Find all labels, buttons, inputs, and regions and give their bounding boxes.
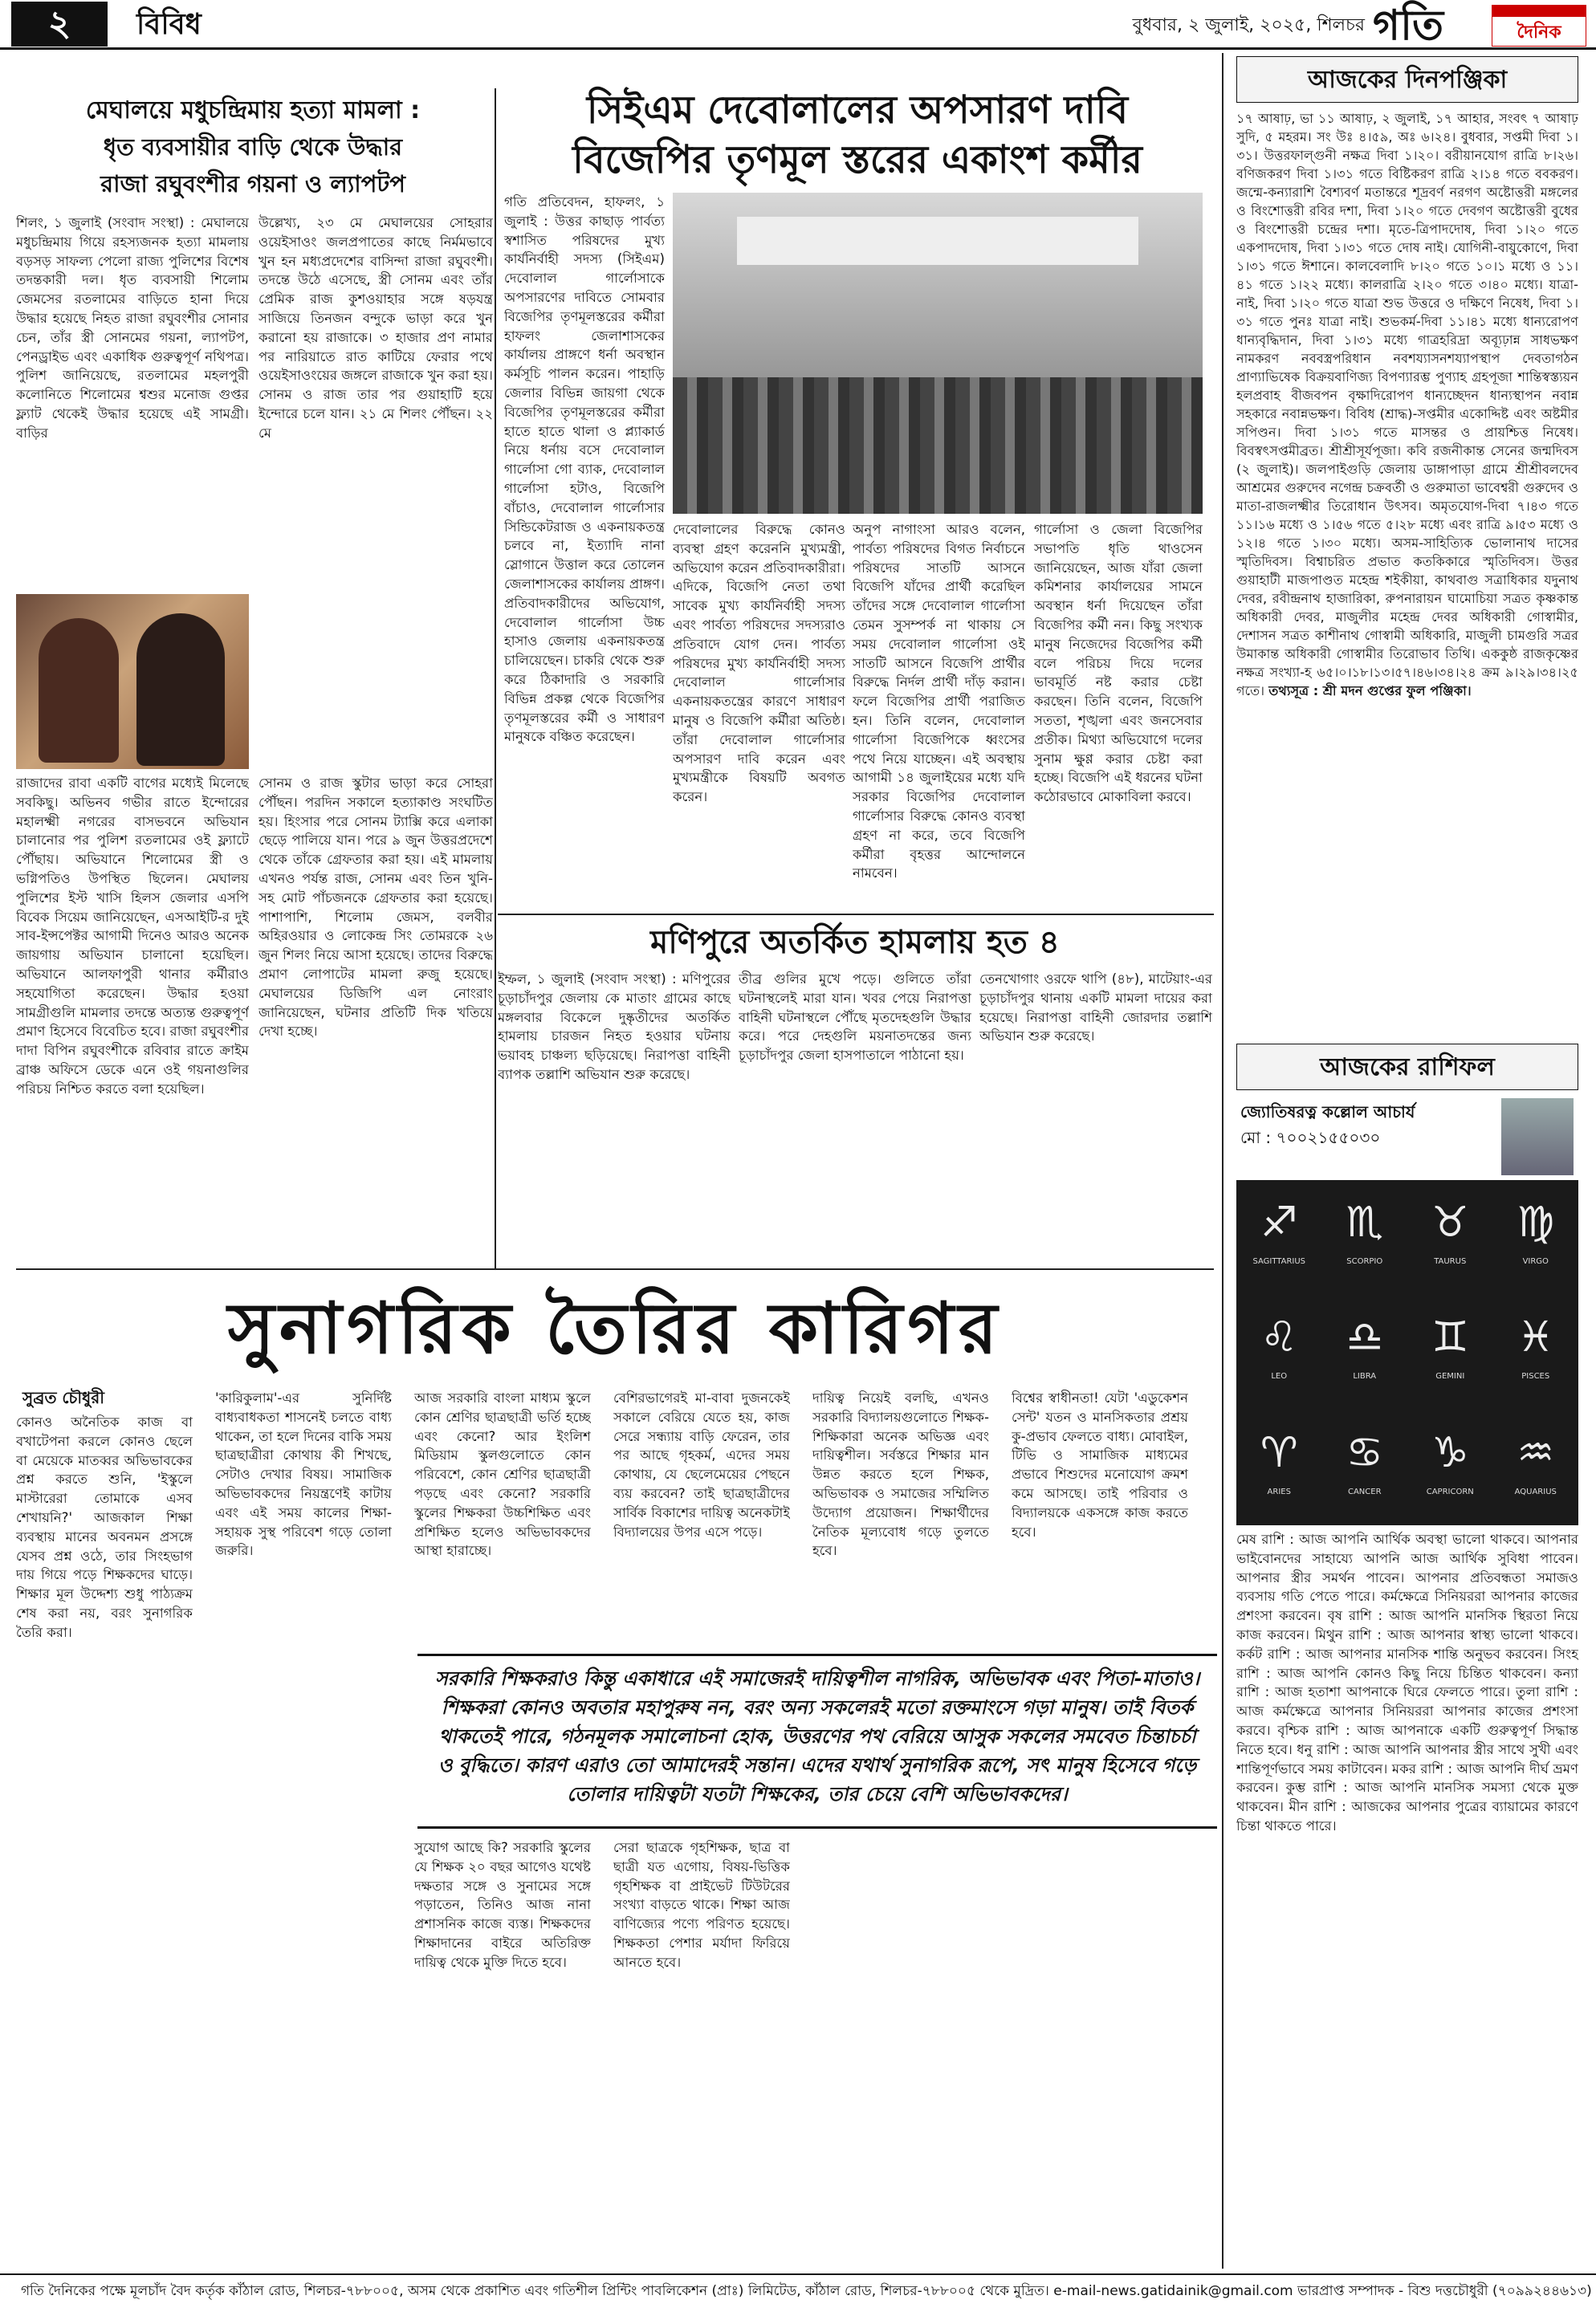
badge-text: দৈনিক: [1517, 22, 1561, 43]
zodiac-pisces-icon: [1500, 1303, 1572, 1399]
astrologer-phone: মো : ৭০০২১৫৫০৩০: [1240, 1128, 1381, 1147]
badge-bar: [1492, 6, 1586, 17]
zodiac-taurus-icon: [1414, 1188, 1486, 1284]
zodiac-label: SCORPIO: [1346, 1257, 1383, 1266]
left-story-column-2: উল্লেখ্য, ২৩ মে মেঘালয়ের সোহরার ওয়েইসাওং জলপ্রপাতের কাছে নির্মমভাবে খুন হন মধ্যপ্রদেশের বাসিন্দা রাজা রঘুবংশী। তদন্তে উঠে এসেছে, স্ত্রী সোনম এবং তাঁর প্রেমিক রাজ কুশওয়াহার সঙ্গে ষড়যন্ত্র সাজিয়ে তিনজন বন্দুকে ভাড়া করে খুন করানো হয় রাজাকে। ৩ হাজার প্রণ নামার পর নারিয়াতে রাত কাটিয়ে ফেরার পথে ওয়েইসাওংয়ের জঙ্গলে রাজাকে খুন করা হয়। সোনম ও রাজ তার পর গুয়াহাটি হয়ে ইন্দোরে চলে যান। ২১ মে শিলং পৌঁছন। ২২ মে: [259, 215, 493, 441]
panjika-title: আজকের দিনপঞ্জিকা: [1236, 56, 1578, 103]
zodiac-glyph: ♍: [1517, 1199, 1555, 1247]
sidebar-rule: [1222, 53, 1223, 2269]
imprint-footer: গতি দৈনিকের পক্ষে মূলচাঁদ বৈদ কর্তৃক কাঁঠাল রোড, শিলচর-৭৮৮০০৫, অসম থেকে প্রকাশিত এবং গতিশীল প্রিন্টিং পাবলিকেশন (প্রাঃ) লিমিটেড, কাঁঠাল রোড, শিলচর-৭৮৮০০৫ থেকে মুদ্রিত। e-mail-news.gatidainik@gmail.com ভারপ্রাপ্ত সম্পাদক - বিশু দত্তচৌধুরী (৭০৯৯২৪৪৬১৩): [0, 2273, 1596, 2309]
zodiac-label: VIRGO: [1522, 1257, 1549, 1266]
zodiac-glyph: ♐: [1260, 1199, 1298, 1247]
rashifal-text: মেষ রাশি : আজ আপনি আর্থিক অবস্থা ভালো থাকবে। আপনার ভাইবোনদের সাহায্যে আপনি আজ আর্থিক সুবিধা পাবেন। আপনার স্ত্রীর সমর্থন পাবেন। আপনার প্রতিবন্ধতা সমাজও ব্যবসায় গতি পেতে পারে। কর্মক্ষেত্রে সিনিয়ররা আপনার কাজের প্রশংসা করবেন। বৃষ রাশি : আজ আপনি মানসিক স্থিরতা নিয়ে কাজ করবেন। মিথুন রাশি : আজ আপনার স্বাস্থ্য ভালো থাকবে। কর্কট রাশি : আজ আপনার মানসিক শান্তি অনুভব করবেন। সিংহ রাশি : আজ আপনি কোনও কিছু নিয়ে চিন্তিত থাকবেন। কন্যা রাশি : আজ হতাশা আপনাকে ঘিরে ফেলতে পারে। তুলা রাশি : আজ কর্মক্ষেত্রে আপনার সিনিয়ররা আপনার কাজের প্রশংসা করবে। বৃশ্চিক রাশি : আজ আপনাকে একটি গুরুত্বপূর্ণ সিদ্ধান্ত নিতে হবে। ধনু রাশি : আজ আপনি আপনার স্ত্রীর সাথে সুখী এবং শান্তিপূর্ণভাবে সময় কাটাবেন। মকর রাশি : আজ আপনি দীর্ঘ ভ্রমণ করবেন। কুম্ভ রাশি : আজ আপনি মানসিক সমস্যা থেকে মুক্ত থাকবেন। মীন রাশি : আজকের আপনার পুত্রের ব্যায়ামের কারণে চিন্তা থাকতে পারে।: [1236, 1532, 1578, 1834]
feature-column-6: বিশ্বের স্বাধীনতা! যেটা 'এডুকেশন সেন্ট' যতন ও মানসিকতার প্রশ্রয় কু-প্রভাব ফেলতে বাধ্য। মোবাইল, টিভি ও সামাজিক মাধ্যমের প্রভাবে শিশুদের মনোযোগ ক্রমশ কমে আসছে। তাই পরিবার ও বিদ্যালয়কে একসঙ্গে কাজ করতে হবে।: [1012, 1390, 1188, 1540]
feature-column-4: বেশিরভাগেরই মা-বাবা দুজনকেই সকালে বেরিয়ে যেতে হয়, কাজ সেরে সন্ধ্যায় বাড়ি ফেরেন, তার পর আছে গৃহকর্ম, এদের সময় কোথায়, যে ছেলেমেয়ের পেছনে ব্যয় করবেন? তাই ছাত্রছাত্রীদের সার্বিক বিকাশের দায়িত্ব অনেকটাই বিদ্যালয়ের উপর এসে পড়ে।: [613, 1390, 790, 1540]
dateline: বুধবার, ২ জুলাই, ২০২৫, শিলচর: [1132, 15, 1365, 35]
left-story-column-3: রাজাদের রাবা একটি বাগের মধ্যেই মিলেছে সবকিছু। অভিনব গভীর রাতে ইন্দোরের মহালক্ষ্মী নগরের বাসভবনে অভিযান চালানোর পর পুলিশ রতলামের ওই ফ্ল্যাটে পৌঁছায়। অভিযানে শিলোমের স্ত্রী ও ভগ্নিপতিও উপস্থিত ছিলেন। মেঘালয় পুলিশের ইস্ট খাসি হিলস জেলার এসপি বিবেক সিয়েম জানিয়েছেন, এসআইটি-র দুই সাব-ইন্সপেক্টর আগামী দিনেও আরও অনেক জায়গায় অভিযান চালানো হয়েছিল। অভিযানে আলফাপুরী থানার কর্মীরাও সহযোগিতা করেছেন। উদ্ধার হওয়া সামগ্রীগুলি মামলার তদন্তে অত্যন্ত গুরুত্বপূর্ণ প্রমাণ হিসেবে বিবেচিত হবে। রাজা রঘুবংশীর দাদা বিপিন রঘুবংশীকে রবিবার রাতে ক্রাইম ব্রাঞ্চ অফিসে ডেকে এনে ওই গয়নাগুলির পরিচয় নিশ্চিত করতে বলা হয়েছিল।: [16, 775, 249, 1097]
zodiac-glyph: ♏: [1346, 1199, 1384, 1247]
mid-story-headline-2: বিজেপির তৃণমূল স্তরের একাংশ কর্মীর: [572, 137, 1142, 182]
zodiac-glyph: ♌: [1260, 1313, 1298, 1362]
left-story-headline-1: মেঘালয়ে মধুচন্দ্রিমায় হত্যা মামলা :: [85, 96, 421, 124]
zodiac-libra-icon: [1329, 1303, 1401, 1399]
zodiac-virgo-icon: [1500, 1188, 1572, 1284]
zodiac-glyph: ♋: [1346, 1428, 1384, 1477]
masthead-logo: গতি: [1373, 1, 1443, 50]
mid-story-headline-1: সিইএম দেবোলালের অপসারণ দাবি: [586, 88, 1129, 132]
rashifal-title: আজকের রাশিফল: [1236, 1044, 1578, 1090]
feature-column-5: দায়িত্ব নিয়েই বলছি, এখনও সরকারি বিদ্যালয়গুলোতে শিক্ষক-শিক্ষিকারা অনেক অভিজ্ঞ এবং দায়িত্বশীল। সর্বস্তরে শিক্ষার মান উন্নত করতে হলে শিক্ষক, অভিভাবক ও সমাজের সম্মিলিত উদ্যোগ প্রয়োজন। শিক্ষার্থীদের নৈতিক মূল্যবোধ গড়ে তুলতে হবে।: [812, 1390, 989, 1559]
photo-figure-bride: [39, 618, 119, 763]
zodiac-sagittarius-icon: [1243, 1188, 1315, 1284]
astrologer-photo: [1501, 1098, 1574, 1175]
mid-story-column-4: গার্লোসা ও জেলা বিজেপির সভাপতি ধৃতি থাওসেন জানিয়েছেন, আজ যাঁরা জেলা কমিশনার কার্যালয়ের সামনে অবস্থান ধর্না দিয়েছেন তাঁরা বিজেপির কর্মী নন। কিছু সংখ্যক মানুষ নিজেদের বিজেপির কর্মী বলে পরিচয় দিয়ে দলের ভাবমূর্তি নষ্ট করার চেষ্টা করছেন। তিনি বলেন, বিজেপি সততা, শৃঙ্খলা এবং জনসেবার প্রতীক। মিথ্যা অভিযোগে দলের সুনাম ক্ষুণ্ণ করার চেষ্টা করা হচ্ছে। বিজেপি এই ধরনের ঘটনা কঠোরভাবে মোকাবিলা করবে।: [1034, 522, 1203, 805]
zodiac-scorpio-icon: [1329, 1188, 1401, 1284]
panjika-text: [1236, 109, 1578, 1008]
manipur-column-2: তীব্র গুলির মুখে পড়ে। গুলিতে তাঁরা ঘটনাস্থলেই মারা যান। খবর পেয়ে নিরাপত্তা বাহিনী ঘটনাস্থলে পৌঁছে মৃতদেহগুলি উদ্ধার করে। পরে দেহগুলি ময়নাতদন্তের জন্য চূড়াচাঁদপুর জেলা হাসপাতালে পাঠানো হয়।: [739, 971, 971, 1064]
manipur-column-1: ইম্ফল, ১ জুলাই (সংবাদ সংস্থা) : মণিপুরের চূড়াচাঁদপুর জেলায় কে মাতাং গ্রামের কাছে মঙ্গলবার বিকেলে দুষ্কৃতীদের অতর্কিত হামলায় চারজন নিহত হওয়ার ঘটনায় ভয়াবহ চাঞ্চল্য ছড়িয়েছে। নিরাপত্তা বাহিনী ব্যাপক তল্লাশি অভিযান শুরু করেছে।: [498, 971, 731, 1082]
photo-banner: [737, 217, 1138, 265]
zodiac-cancer-icon: [1329, 1419, 1401, 1515]
feature-column-2: 'কারিকুলাম'-এর সুনির্দিষ্ট বাধ্যবাধকতা শাসনেই চলতে বাধ্য থাকেন, তা হলে দিনের বাকি সময় ছাত্রছাত্রীরা কোথায় কী শিখছে, সেটাও দেখার বিষয়। সামাজিক অভিভাবকদের নিয়ন্ত্রণেই কাটায় এবং এই সময় কালের শিক্ষা-সহায়ক সুস্থ পরিবেশ গড়ে তোলা জরুরি।: [215, 1390, 392, 1559]
section-rule: [16, 1268, 1214, 1270]
zodiac-glyph: ♓: [1517, 1313, 1555, 1362]
zodiac-capricorn-icon: [1414, 1419, 1486, 1515]
left-story-headline-3: রাজা রঘুবংশীর গয়না ও ল্যাপটপ: [100, 170, 405, 197]
zodiac-aries-icon: [1243, 1419, 1315, 1515]
feature-column-1: কোনও অনৈতিক কাজ বা বখাটেপনা করলে কোনও ছেলে বা মেয়েকে মাতব্বর অভিভাবকের প্রশ্ন করতে শুনি, 'ইস্কুলে মাস্টারেরা তোমাকে এসব শেখায়নি?' আজকাল শিক্ষা ব্যবস্থায় মানের অবনমন প্রসঙ্গে যেসব প্রশ্ন ওঠে, তার সিংহভাগ দায় গিয়ে পড়ে শিক্ষকদের ঘাড়ে। শিক্ষার মূল উদ্দেশ্য শুধু পাঠ্যক্রম শেষ করা নয়, বরং সুনাগরিক তৈরি করা।: [16, 1414, 193, 1640]
zodiac-label: TAURUS: [1434, 1257, 1467, 1266]
mid-story-column-2: দেবোলালের বিরুদ্ধে কোনও ব্যবস্থা গ্রহণ করেননি মুখ্যমন্ত্রী, অভিযোগ করেন প্রতিবাদকারীরা। এদিকে, বিজেপি নেতা তথা সাবেক মুখ্য কার্যনির্বাহী সদস্য এবং পার্বত্য পরিষদের সদস্যরাও প্রতিবাদে যোগ দেন। পার্বত্য পরিষদের মুখ্য কার্যনির্বাহী সদস্য দেবোলাল গার্লোসার একনায়কতন্ত্রের কারণে সাধারণ মানুষ ও বিজেপি কর্মীরা অতিষ্ঠ। তাঁরা দেবোলাল গার্লোসার অপসারণ দাবি করেন এবং মুখ্যমন্ত্রীকে বিষয়টি অবগত করেন।: [673, 522, 845, 805]
left-story-column-4: সোনম ও রাজ স্কুটার ভাড়া করে সোহরা পৌঁছন। পরদিন সকালে হত্যাকাণ্ড সংঘটিত হয়। হিংসার পরে সোনম ট্যাক্সি করে এলাকা ছেড়ে পালিয়ে যান। পরে ৯ জুন উত্তরপ্রদেশে থেকে তাঁকে গ্রেফতার করা হয়। এই মামলায় এখনও পর্যন্ত রাজ, সোনম এবং তিন খুনি-সহ মোট পাঁচজনকে গ্রেফতার করা হয়েছে। পাশাপাশি, শিলোম জেমস, বলবীর অহিরওয়ার ও লোকেন্দ্র সিং তোমরকে ২৬ জুন শিলং নিয়ে আসা হয়েছে। তাদের বিরুদ্ধে প্রমাণ লোপাটের মামলা রুজু হয়েছে। মেঘালয়ের ডিজিপি এল নোংরাং জানিয়েছেন, ঘটনার প্রতিটি দিক খতিয়ে দেখা হচ্ছে।: [259, 775, 493, 1040]
feature-column-8: সেরা ছাত্রকে গৃহশিক্ষক, ছাত্র বা ছাত্রী যত এগোয়, বিষয়-ভিত্তিক গৃহশিক্ষক বা প্রাইভেট টিউটরের সংখ্যা বাড়তে থাকে। শিক্ষা আজ বাণিজ্যের পণ্যে পরিণত হয়েছে। শিক্ষকতা পেশার মর্যাদা ফিরিয়ে আনতে হবে।: [613, 1840, 790, 1970]
couple-photo: [16, 594, 249, 769]
feature-byline: সুব্রত চৌধুরী: [22, 1388, 104, 1407]
zodiac-glyph: ♑: [1431, 1428, 1469, 1477]
zodiac-label: LEO: [1271, 1372, 1288, 1382]
panjika-source: তথ্যসূত্র : শ্রী মদন গুপ্তের ফুল পঞ্জিকা।: [1268, 683, 1472, 698]
feature-column-7: সুযোগ আছে কি? সরকারি স্কুলের যে শিক্ষক ২০ বছর আগেও যথেষ্ট দক্ষতার সঙ্গে ও সুনামের সঙ্গে পড়াতেন, তিনিও আজ নানা প্রশাসনিক কাজে ব্যস্ত। শিক্ষকদের শিক্ষাদানের বাইরে অতিরিক্ত দায়িত্ব থেকে মুক্তি দিতে হবে।: [414, 1840, 591, 1970]
protest-photo: [673, 193, 1203, 514]
zodiac-glyph: ♈: [1260, 1428, 1298, 1477]
panjika-body: ১৭ আষাঢ়, ভা ১১ আষাঢ়, ২ জুলাই, ১৭ আহার, সংবৎ ৭ আষাঢ় সুদি, ৫ মহরম। সং উঃ ৪।৫৯, অঃ ৬।২৪। বুধবার, সপ্তমী দিবা ১।৩১। উত্তরফাল্গুনী নক্ষত্র দিবা ১।২০। বরীয়ানযোগ রাত্রি ৮।২৬। বণিজকরণ দিবা ১।৩১ গতে বিষ্টিকরণ রাত্রি ২।১৪ গতে ববকরণ। জন্মে-কন্যারাশি বৈশ্যবর্ণ মতান্তরে শূদ্রবর্ণ নরগণ অষ্টোত্তরী মঙ্গলের ও বিংশোত্তরী রবির দশা, দিবা ১।২০ গতে দেবগণ অষ্টোত্তরী বুধের ও বিংশোত্তরী চন্দ্রের দশা। মৃতে-ত্রিপাদদোষ, দিবা ১।২০ গতে একপাদদোষ, দিবা ১।৩১ গতে দোষ নাই। যোগিনী-বায়ুকোণে, দিবা ১।৩১ গতে ঈশানে। কালবেলাদি ৮।২০ গতে ১০।১ মধ্যে ও ১১।৪১ গতে ১।২২ মধ্যে। কালরাত্রি ২।২০ গতে ৩।৪০ মধ্যে। যাত্রা-নাই, দিবা ১।২০ গতে যাত্রা শুভ উত্তরে ও দক্ষিণে নিষেধ, দিবা ১।৩১ গতে পুনঃ যাত্রা নাই। শুভকর্ম-দিবা ১১।৪১ মধ্যে ধান্যরোপণ ধান্যবৃদ্ধিদান, দিবা ১।৩১ মধ্যে গাত্রহরিদ্রা অব্যূঢ়ান্ন সাধভক্ষণ নামকরণ নববস্ত্রপরিধান নবশয্যাসনশয্যাপস্থাপ দেবতাগঠন প্রাণ্যাভিষেক বিক্রয়বাণিজ্য বিপণ্যারম্ভ পুণ্যাহ গ্রহপূজা শান্তিস্বস্ত্যয়ন হলপ্রবাহ বীজবপন বৃক্ষাদিরোপণ ধান্যচ্ছেদন ধান্যস্থাপন নবান্ন সহকারে নবান্নভক্ষণ। বিবিধ (শ্রাদ্ধ)-সপ্তমীর একোদ্দিষ্ট এবং অষ্টমীর সপিণ্ডন। দিবা ১।৩১ গতে মাসন্তর ও প্রায়শ্চিত্ত নিষেধ। বিবস্বৎসপ্তমীব্রত। শ্রীশ্রীসূর্যপূজা। কবি রজনীকান্ত সেনের জন্মদিবস (২ জুলাই)। জলপাইগুড়ি জেলায় ডাঙ্গাপাড়া গ্রামে শ্রীশ্রীবলদেব আশ্রমের গুরুদেব নগেন্দ্র চক্রবর্তী ও গুরুমাতা ভাবেশ্বরী গুরুদেব ও মাতা-রাজলক্ষ্মীর তিরোধান উৎসব। অমৃতযোগ-দিবা ৭।৪৩ গতে ১১।১৬ মধ্যে ও ১।৫৬ গতে ৫।২৮ মধ্যে এবং রাত্রি ৯।৫৩ মধ্যে ও ১২।৪ গতে ১।৩০ মধ্যে। অসম-সাহিত্যিক ভোলানাথ দাসের স্মৃতিদিবস। বিশ্বাচরিত প্রভাত কতকিকারে স্মৃতিদিবস। উত্তর গুয়াহাটী মাজপাণ্ডত মহেন্দ্র শইকীয়া, কাথবাগু সত্রাধিকার যদুনাথ দেবর, রবীন্দ্রনাথ হাজারিকা, রুপনারায়ন ঘামোচিয়া সত্রত কৃষ্ণকান্ত অধিকারী দেবর, মাজুলীর মহেন্দ্র দেবর অধিকারী গোস্বামীর, দেশাসন সত্রত কাশীনাথ গোস্বামী অধিকারি, মাজুলী চামগুরি সত্রর উমাকান্ত অধিকারী গোস্বামীর তিরোভাব তিথি। এককুষ্ঠ রাজকৃষ্ণের নক্ষত্র সংখ্যা-হ ৬৫।০।১৮।১৩।৫৭।৪৬।৩৪।২৪ ক্রম ৯।২৯।৩৪।২৫ গতে।: [1236, 111, 1578, 698]
feature-column-3: আজ সরকারি বাংলা মাধ্যম স্কুলে কোন শ্রেণির ছাত্রছাত্রী ভর্তি হচ্ছে এবং কেনো? আর ইংলিশ মিডিয়াম স্কুলগুলোতে কোন পরিবেশে, কোন শ্রেণির ছাত্রছাত্রী পড়ছে এবং কেনো? সরকারি স্কুলের শিক্ষকরা উচ্চশিক্ষিত এবং প্রশিক্ষিত হলেও অভিভাবকদের আস্থা হারাচ্ছে।: [414, 1390, 591, 1559]
zodiac-label: AQUARIUS: [1514, 1487, 1557, 1496]
feature-headline: সুনাগরিক তৈরির কারিগর: [227, 1286, 1003, 1370]
manipur-headline: মণিপুরে অতর্কিত হামলায় হত ৪: [650, 924, 1060, 961]
zodiac-aquarius-icon: [1500, 1419, 1572, 1515]
zodiac-glyph: ♊: [1431, 1313, 1469, 1362]
page-number: ২: [11, 2, 108, 47]
zodiac-label: GEMINI: [1435, 1372, 1465, 1382]
zodiac-label: LIBRA: [1353, 1372, 1377, 1382]
dainik-badge: [1492, 5, 1586, 47]
mid-story-column-1: গতি প্রতিবেদন, হাফলং, ১ জুলাই : উত্তর কাছাড় পার্বত্য স্বশাসিত পরিষদের মুখ্য কার্যনির্বাহী সদস্য (সিইএম) দেবোলাল গার্লোসাকে অপসারণের দাবিতে সোমবার বিজেপির তৃণমূলস্তরের কর্মীরা হাফলং জেলাশাসকের কার্যালয় প্রাঙ্গণে ধর্না অবস্থান কর্মসূচি পালন করেন। পাহাড়ি জেলার বিভিন্ন জায়গা থেকে বিজেপির তৃণমূলস্তরের কর্মীরা হাতে হাতে থালা ও প্ল্যাকার্ড নিয়ে ধর্নায় বসে দেবোলাল গার্লোসা গো ব্যাক, দেবোলাল গার্লোসা হটাও, বিজেপি বাঁচাও, দেবোলাল গার্লোসার সিন্ডিকেটরাজ ও একনায়কতন্ত্র চলবে না, ইত্যাদি নানা স্লোগানে উত্তাল করে তোলেন জেলাশাসকের কার্যালয় প্রাঙ্গণ। প্রতিবাদকারীদের অভিযোগ, দেবোলাল গার্লোসা উচ্চ হাসাও জেলায় একনায়কতন্ত্র চালিয়েছেন। চাকরি থেকে শুরু করে ঠিকাদারি ও সরকারি বিভিন্ন প্রকল্প থেকে বিজেপির তৃণমূলস্তরের কর্মী ও সাধারণ মানুষকে বঞ্চিত করেছেন।: [504, 194, 665, 745]
zodiac-glyph: ♉: [1431, 1199, 1469, 1247]
zodiac-label: CANCER: [1347, 1487, 1382, 1496]
zodiac-label: SAGITTARIUS: [1252, 1257, 1306, 1266]
manipur-column-3: তেনখোগাং ওরফে থাপি (৪৮), মাটেয়াং-এর চূড়াচাঁদপুর থানায় একটি মামলা দায়ের করা হয়েছে। নিরাপত্তা বাহিনী জোরদার তল্লাশি অভিযান শুরু করেছে।: [979, 971, 1212, 1044]
zodiac-leo-icon: [1243, 1303, 1315, 1399]
photo-figure-groom: [136, 613, 225, 766]
mid-story-column-3: অনুপ নাগাংসা আরও বলেন, পার্বত্য পরিষদের বিগত নির্বাচনে পরিষদের সাতটি আসনে বিজেপি যাঁদের প্রার্থী করেছিল তাঁদের সঙ্গে দেবোলাল গার্লোসা তেমন সুসম্পর্ক না থাকায় সে সময় দেবোলাল গার্লোসা ওই সাতটি আসনে বিজেপি প্রার্থীর বিরুদ্ধে নির্দল প্রার্থী দাঁড় করান। ফলে বিজেপির প্রার্থী পরাজিত হন। তিনি বলেন, দেবোলাল গার্লোসা বিজেপিকে ধ্বংসের পথে নিয়ে যাচ্ছেন। এই অবস্থায় আগামী ১৪ জুলাইয়ের মধ্যে যদি সরকার বিজেপির দেবোলাল গার্লোসার বিরুদ্ধে কোনও ব্যবস্থা গ্রহণ না করে, তবে বিজেপি কর্মীরা বৃহত্তর আন্দোলনে নামবেন।: [853, 522, 1025, 881]
astrologer-name: জ্যোতিষরত্ন কল্লোল আচার্য: [1240, 1102, 1415, 1121]
zodiac-glyph: ♎: [1346, 1313, 1384, 1362]
zodiac-label: CAPRICORN: [1426, 1487, 1474, 1496]
left-story-column-1: শিলং, ১ জুলাই (সংবাদ সংস্থা) : মেঘালয়ে মধুচন্দ্রিমায় গিয়ে রহস্যজনক হত্যা মামলায় বড়সড় সাফল্য পেলো রাজ্য পুলিশের বিশেষ তদন্তকারী দল। ধৃত ব্যবসায়ী শিলোম জেমসের রতলামের বাড়িতে হানা দিয়ে উদ্ধার হয়েছে নিহত রাজা রঘুবংশীর সোনার চেন, তাঁর স্ত্রী সোনমের গয়না, ল্যাপটপ, পেনড্রাইভ এবং একাধিক গুরুত্বপূর্ণ নথিপত্র। পুলিশ জানিয়েছে, রতলামের মহলপুরী কলোনিতে শিলোমের শ্বশুর মনোজ গুপ্তর ফ্ল্যাট থেকেই উদ্ধার হয়েছে এই সামগ্রী। বাড়ির: [16, 215, 249, 441]
zodiac-label: ARIES: [1267, 1487, 1291, 1496]
column-rule: [495, 88, 496, 1268]
zodiac-chart: [1236, 1180, 1578, 1525]
pull-quote: সরকারি শিক্ষকরাও কিন্তু একাধারে এই সমাজেরই দায়িত্বশীল নাগরিক, অভিভাবক এবং পিতা-মাতাও। শিক্ষকরা কোনও অবতার মহাপুরুষ নন, বরং অন্য সকলেরই মতো রক্তমাংসে গড়া মানুষ। তাই বিতর্ক থাকতেই পারে, গঠনমূলক সমালোচনা হোক, উত্তরণের পথ বেরিয়ে আসুক সকলের সমবেত চিন্তাচর্চা ও বুদ্ধিতে। কারণ এরাও তো আমাদেরই সন্তান। এদের যথার্থ সুনাগরিক রূপে, সৎ মানুষ হিসেবে গড়ে তোলার দায়িত্বটা যতটা শিক্ষকের, তার চেয়ে বেশি অভিভাবকদের।: [417, 1654, 1217, 1829]
zodiac-gemini-icon: [1414, 1303, 1486, 1399]
photo-crowd: [673, 377, 1203, 514]
section-title: বিবিধ: [136, 8, 202, 41]
zodiac-label: PISCES: [1521, 1372, 1550, 1382]
left-story-headline-2: ধৃত ব্যবসায়ীর বাড়ি থেকে উদ্ধার: [103, 133, 403, 161]
section-rule: [498, 914, 1214, 915]
zodiac-glyph: ♒: [1517, 1428, 1555, 1477]
